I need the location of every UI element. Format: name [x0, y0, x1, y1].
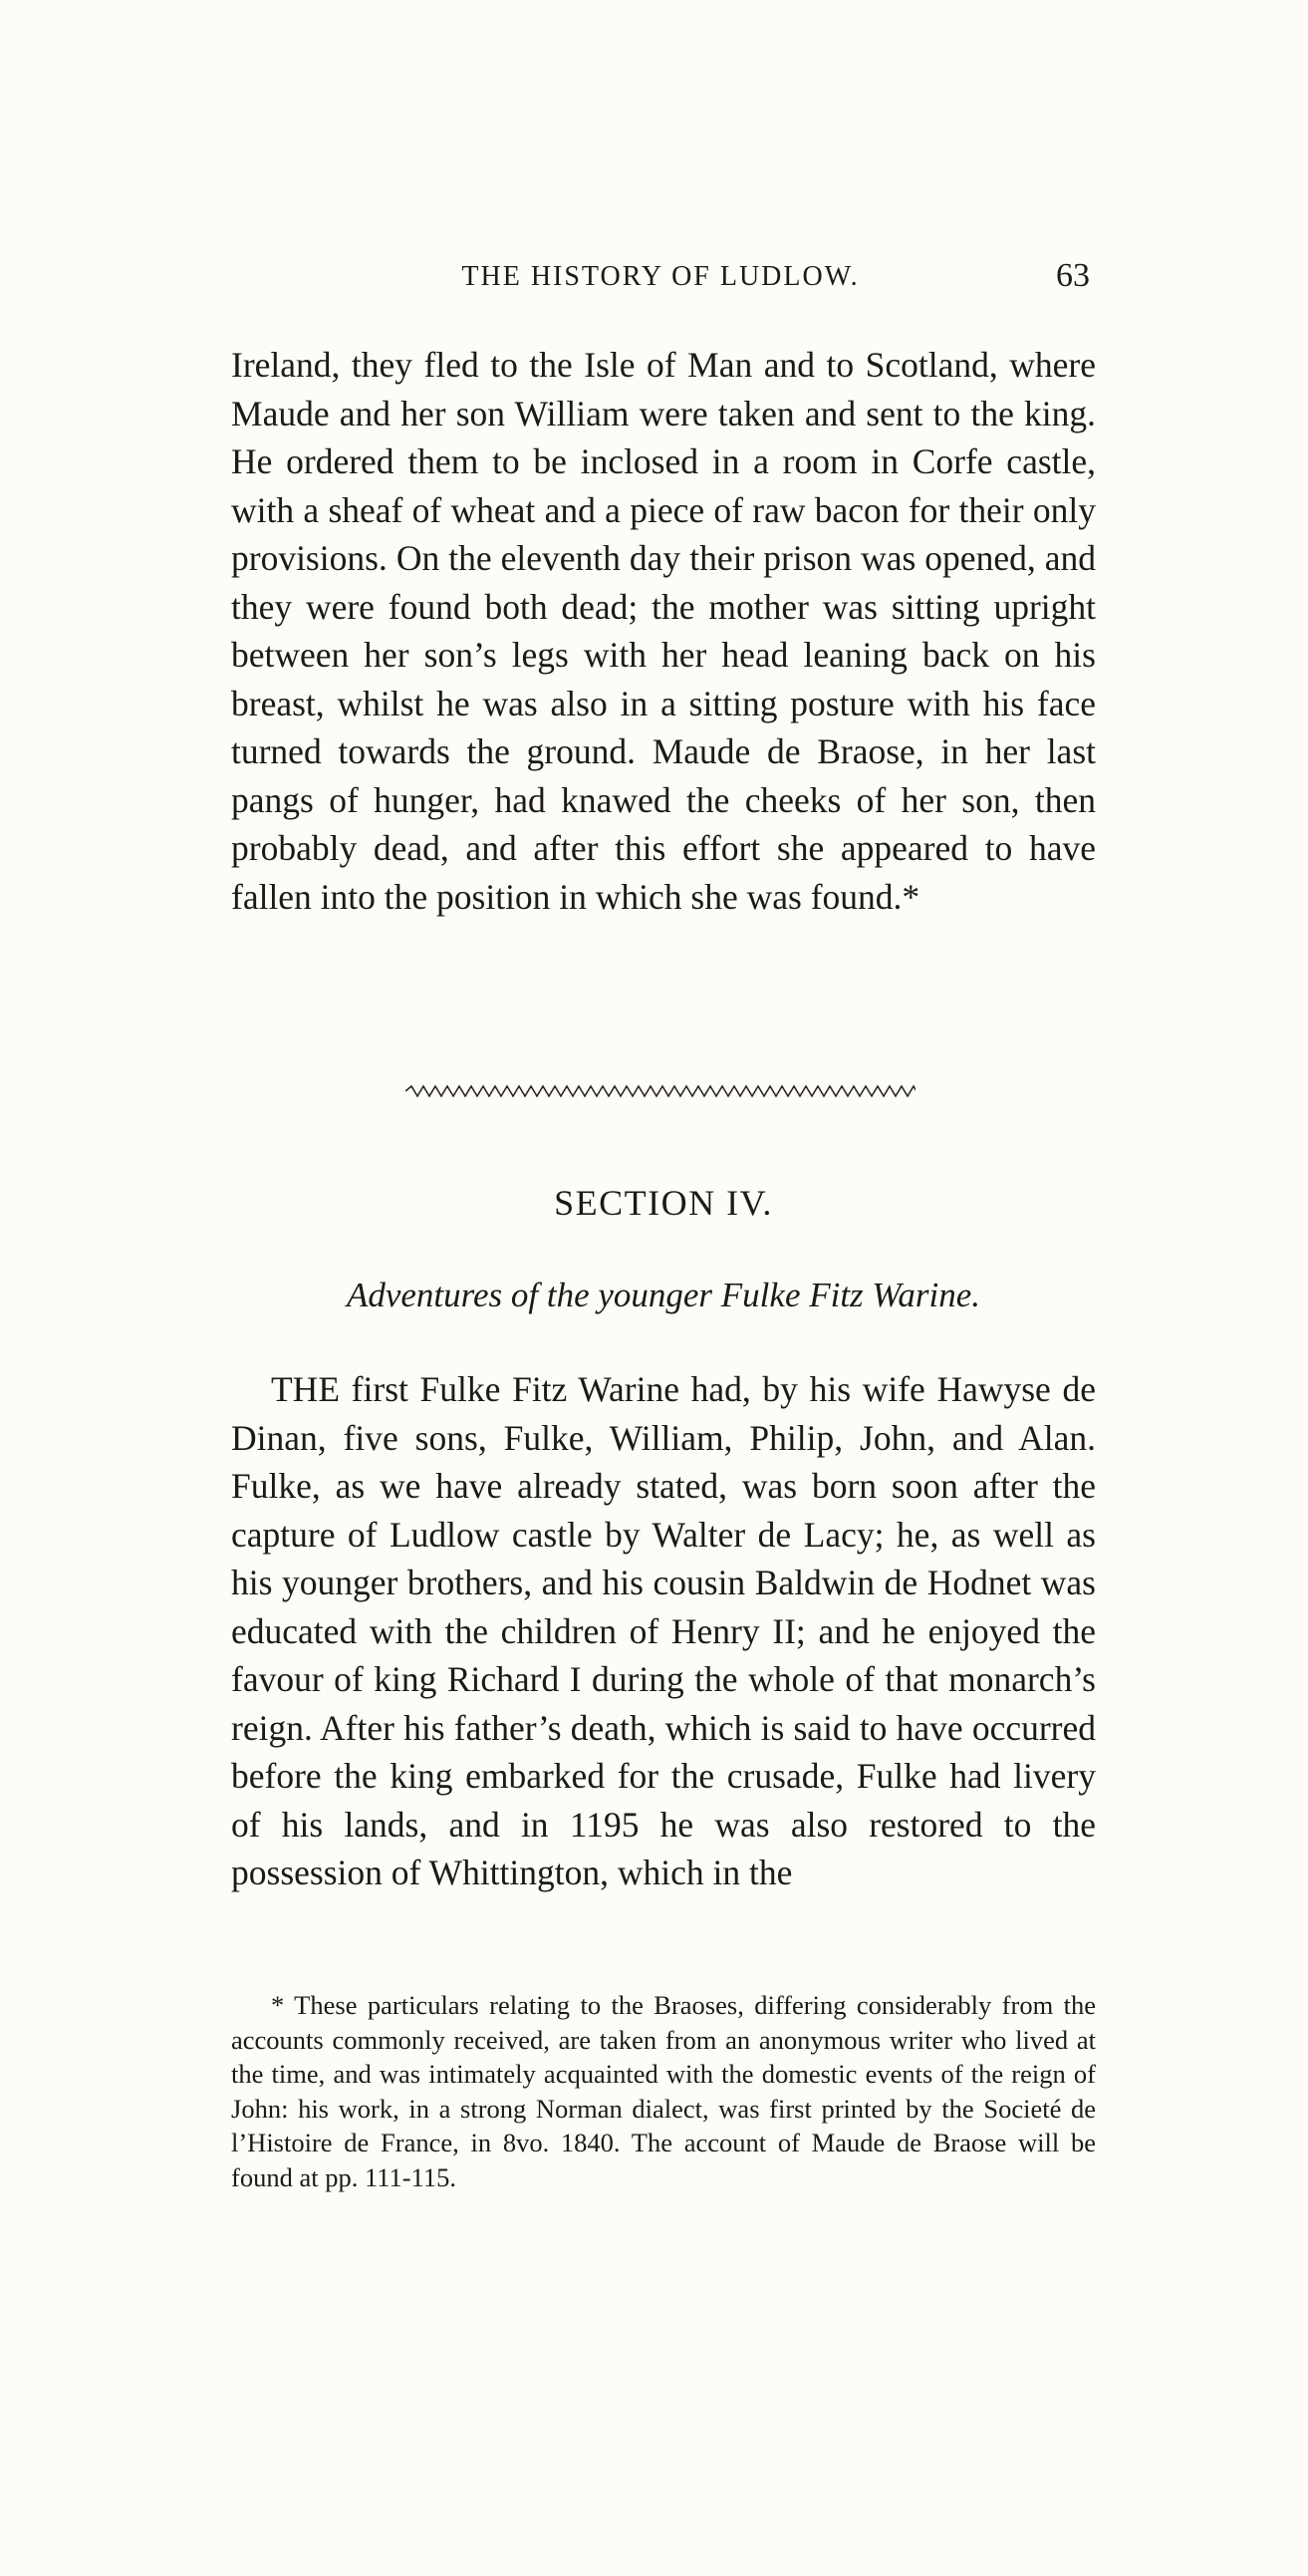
- running-title: THE HISTORY OF LUDLOW.: [461, 261, 860, 292]
- paragraph-section-start: [231, 1365, 1096, 1897]
- paragraph-continuation: [231, 341, 1096, 921]
- wavy-divider-ornament: [405, 1084, 916, 1098]
- page-number: 63: [1056, 257, 1090, 294]
- footnote: * These particulars relating to the Braoses, differing considerably from the accounts commonly received, are taken from an anonymous writer who lived at the time, and was intimately acquainted with the domestic events of the reign of John: his work, in a strong Norman dialect, was first printed by the Societé de l’Histoire de France, in 8vo. 1840. The account of Maude de Braose will be found at pp. 111-115.: [231, 1990, 1096, 2192]
- paragraph-text: THE first Fulke Fitz Warine had, by his wife Hawyse de Dinan, five sons, Fulke, William, Philip, John, and Alan. Fulke, as we have already stated, was born soon after the capture of Ludlow castle by Walter de Lacy; he, as well as his younger brothers, and his cousin Baldwin de Hodnet was educated with the children of Henry II; and he enjoyed the favour of king Richard I during the whole of that monarch’s reign. After his father’s death, which is said to have occurred before the king embarked for the crusade, Fulke had livery of his lands, and in 1195 he was also restored to the possession of Whittington, which in the: [231, 1369, 1096, 1892]
- paragraph-text: Ireland, they fled to the Isle of Man and to Scotland, where Maude and her son William were taken and sent to the king. He ordered them to be inclosed in a room in Corfe castle, with a sheaf of wheat and a piece of raw bacon for their only provisions. On the eleventh day their prison was opened, and they were found both dead; the mother was sitting upright between her son’s legs with her head leaning back on his breast, whilst he was also in a sitting posture with his face turned towards the ground. Maude de Braose, in her last pangs of hunger, had knawed the cheeks of her son, then probably dead, and after this effort she appeared to have fallen into the position in which she was found.*: [231, 345, 1096, 917]
- wavy-line: [405, 1086, 916, 1096]
- section-heading: SECTION IV.: [554, 1183, 773, 1223]
- section-subtitle: Adventures of the younger Fulke Fitz Warine.: [346, 1276, 980, 1314]
- running-head: [231, 257, 1090, 305]
